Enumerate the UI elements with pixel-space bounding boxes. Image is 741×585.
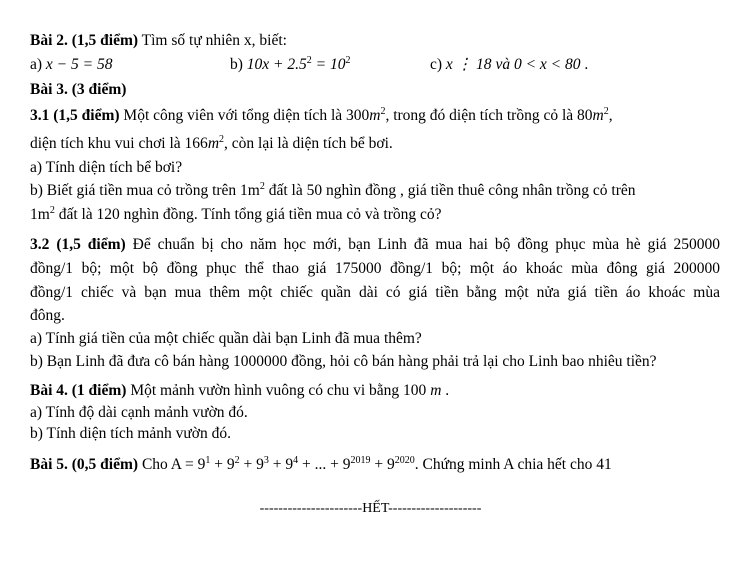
bai3-2-question-b: b) Bạn Linh đã đưa cô bán hàng 1000000 đồng, hỏi cô bán hàng phải trả lại cho Linh bao nhiêu tiền? bbox=[30, 353, 657, 370]
bai2-part-a: a) x − 5 = 58 bbox=[30, 56, 113, 73]
bai2-parts bbox=[30, 55, 112, 75]
bai3-1-question-b-line1: b) Biết giá tiền mua cỏ trồng trên $1m^2$ đất là 50 nghìn đồng , giá tiền thuê công nhân trồng cỏ trên bbox=[30, 181, 636, 199]
bai3-1-question-a: a) Tính diện tích bể bơi? bbox=[30, 159, 183, 176]
bai2-part-c: c) x ⋮ 18 và 0 < x < 80 . bbox=[430, 56, 589, 73]
bai3-2-line4: đông. bbox=[30, 307, 65, 324]
bai4-question-a: a) Tính độ dài cạnh mảnh vườn đó. bbox=[30, 404, 248, 421]
bai3-2-line3: đồng/1 chiếc và bạn mua thêm một chiếc quần dài có giá tiền bằng một nửa giá tiền áo khoác mùa bbox=[30, 284, 720, 301]
bai3-2-title: 3.2 (1,5 điểm) bbox=[30, 236, 126, 253]
end-marker: ----------------------HẾT-------------------- bbox=[259, 501, 482, 516]
bai3-2-line1: 3.2 (1,5 điểm) Để chuẩn bị cho năm học mới, bạn Linh đã mua hai bộ đồng phục mùa hè giá 250000 bbox=[30, 236, 720, 253]
bai4-title: Bài 4. (1 điểm) bbox=[30, 382, 127, 399]
bai3-1-question-b-line2: $1m^2$ đất là 120 nghìn đồng. Tính tổng giá tiền mua cỏ và trồng cỏ? bbox=[30, 205, 442, 223]
bai3-1-title: 3.1 (1,5 điểm) bbox=[30, 107, 120, 124]
bai2-part-b: b) $10x + 2.5^2 = 10^2$ bbox=[230, 55, 351, 73]
formula: $9^1 + 9^2 + 9^3 + 9^4$ + ... + $9^{2019} + 9^{2020}$ bbox=[197, 455, 415, 473]
bai3-1-line2: diện tích khu vui chơi là $166m^2$, còn lại là diện tích bể bơi. bbox=[30, 134, 393, 152]
bai2-heading: Bài 2. (1,5 điểm) Tìm số tự nhiên x, biết: bbox=[30, 32, 287, 49]
bai4-question-b: b) Tính diện tích mảnh vườn đó. bbox=[30, 425, 231, 442]
bai3-heading: Bài 3. (3 điểm) bbox=[30, 81, 127, 98]
bai3-2-line2: đồng/1 bộ; một bộ đồng phục thể thao giá 175000 đồng/1 bộ; một áo khoác mùa đông giá 200000 bbox=[30, 260, 720, 277]
bai2-title: Bài 2. (1,5 điểm) bbox=[30, 32, 139, 49]
bai4-line1: Bài 4. (1 điểm) Một mảnh vườn hình vuông có chu vi bằng 100 m . bbox=[30, 382, 450, 399]
bai5-line: Bài 5. (0,5 điểm) Cho $A = 9^1 + 9^2 + 9^3 + 9^4$ + ... + $9^{2019} + 9^{2020}$. Chứng minh A chia hết cho 41 bbox=[30, 455, 612, 473]
bai3-2-question-a: a) Tính giá tiền của một chiếc quần dài bạn Linh đã mua thêm? bbox=[30, 330, 422, 347]
bai5-title: Bài 5. (0,5 điểm) bbox=[30, 456, 139, 473]
bai3-1-line1: 3.1 (1,5 điểm) Một công viên với tổng diện tích là $300m^2$, trong đó diện tích trồng cỏ là $80m^2$, bbox=[30, 106, 613, 124]
